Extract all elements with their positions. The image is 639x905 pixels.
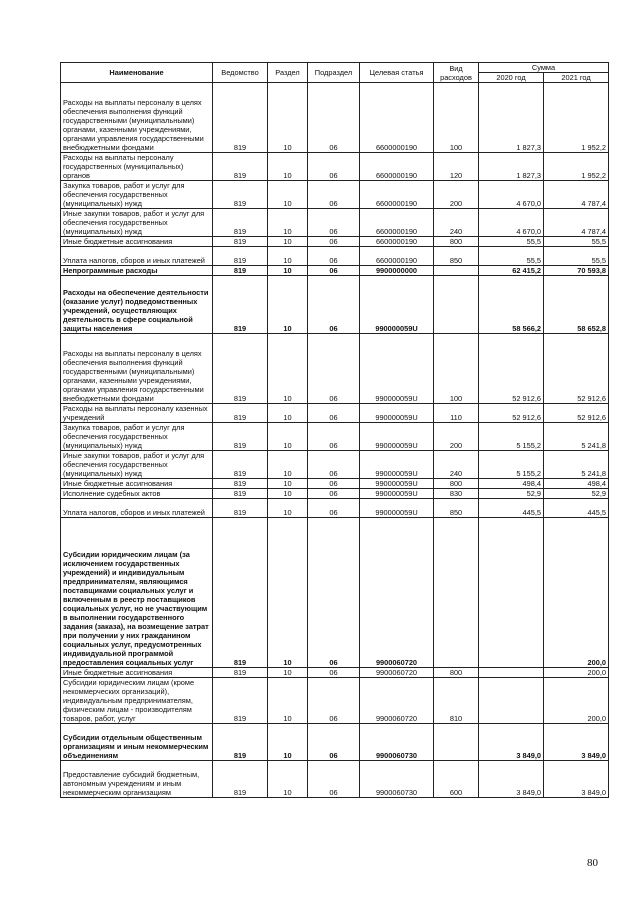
row-target-article: 990000059U (360, 479, 434, 489)
row-section: 10 (268, 724, 308, 761)
table-row (61, 237, 609, 247)
row-subsection: 06 (308, 499, 360, 518)
row-section: 10 (268, 451, 308, 479)
table-header (61, 63, 609, 83)
row-sum-2021: 3 849,0 (544, 761, 609, 798)
row-sum-2021: 1 952,2 (544, 153, 609, 181)
row-name: Субсидии отдельным общественным организациям и иным некоммерческим объединениям (61, 724, 213, 761)
row-expense-type: 120 (434, 153, 479, 181)
row-sum-2020: 1 827,3 (479, 153, 544, 181)
row-section: 10 (268, 479, 308, 489)
row-target-article: 990000059U (360, 276, 434, 334)
row-target-article: 990000059U (360, 334, 434, 404)
row-target-article: 990000059U (360, 451, 434, 479)
row-section: 10 (268, 266, 308, 276)
header-sum: Сумма (479, 63, 609, 73)
row-expense-type (434, 276, 479, 334)
row-expense-type: 600 (434, 761, 479, 798)
table-row (61, 479, 609, 489)
row-sum-2020 (479, 668, 544, 678)
row-sum-2021: 200,0 (544, 678, 609, 724)
row-department: 819 (213, 153, 268, 181)
row-target-article: 9900060730 (360, 724, 434, 761)
row-section: 10 (268, 518, 308, 668)
row-expense-type: 850 (434, 247, 479, 266)
row-sum-2021: 52 912,6 (544, 334, 609, 404)
row-sum-2021: 55,5 (544, 247, 609, 266)
row-expense-type: 200 (434, 423, 479, 451)
row-name: Иные закупки товаров, работ и услуг для обеспечения государственных (муниципальных) нужд (61, 451, 213, 479)
row-department: 819 (213, 237, 268, 247)
row-expense-type: 110 (434, 404, 479, 423)
header-year-2021: 2021 год (544, 73, 609, 83)
table-row (61, 404, 609, 423)
row-sum-2020: 52 912,6 (479, 334, 544, 404)
header-section: Раздел (268, 63, 308, 83)
row-sum-2021: 55,5 (544, 237, 609, 247)
row-sum-2020: 58 566,2 (479, 276, 544, 334)
row-subsection: 06 (308, 724, 360, 761)
table-row (61, 423, 609, 451)
row-subsection: 06 (308, 479, 360, 489)
row-target-article: 9900060730 (360, 761, 434, 798)
table-row (61, 724, 609, 761)
row-sum-2021: 1 952,2 (544, 83, 609, 153)
row-department: 819 (213, 678, 268, 724)
row-target-article: 6600000190 (360, 181, 434, 209)
row-section: 10 (268, 209, 308, 237)
row-name: Непрограммные расходы (61, 266, 213, 276)
row-name: Расходы на выплаты персоналу в целях обеспечения выполнения функций государственными (муниципальными) органами, казенными учреждениями, органами управления государственными внебюджетными фондами (61, 334, 213, 404)
row-sum-2020: 52,9 (479, 489, 544, 499)
row-section: 10 (268, 334, 308, 404)
row-subsection: 06 (308, 181, 360, 209)
table-row (61, 334, 609, 404)
row-sum-2021: 5 241,8 (544, 423, 609, 451)
row-department: 819 (213, 181, 268, 209)
row-name: Иные бюджетные ассигнования (61, 237, 213, 247)
header-expense-type: Вид расходов (434, 63, 479, 83)
row-target-article: 6600000190 (360, 83, 434, 153)
row-sum-2020 (479, 678, 544, 724)
row-section: 10 (268, 489, 308, 499)
row-sum-2021: 200,0 (544, 668, 609, 678)
row-name: Субсидии юридическим лицам (кроме некоммерческих организаций), индивидуальным предпринимателям, физическим лицам - производителям товаров, работ, услуг (61, 678, 213, 724)
row-name: Исполнение судебных актов (61, 489, 213, 499)
row-name: Закупка товаров, работ и услуг для обеспечения государственных (муниципальных) нужд (61, 181, 213, 209)
table-row (61, 266, 609, 276)
row-department: 819 (213, 668, 268, 678)
row-department: 819 (213, 334, 268, 404)
row-section: 10 (268, 276, 308, 334)
row-sum-2020: 62 415,2 (479, 266, 544, 276)
header-subsection: Подраздел (308, 63, 360, 83)
row-name: Иные бюджетные ассигнования (61, 668, 213, 678)
row-name: Закупка товаров, работ и услуг для обеспечения государственных (муниципальных) нужд (61, 423, 213, 451)
header-name: Наименование (61, 63, 213, 83)
row-subsection: 06 (308, 209, 360, 237)
table-row (61, 668, 609, 678)
row-department: 819 (213, 761, 268, 798)
row-expense-type: 800 (434, 479, 479, 489)
row-section: 10 (268, 181, 308, 209)
table-row (61, 489, 609, 499)
row-sum-2020: 5 155,2 (479, 451, 544, 479)
row-subsection: 06 (308, 266, 360, 276)
row-sum-2020: 3 849,0 (479, 761, 544, 798)
row-sum-2021: 498,4 (544, 479, 609, 489)
row-sum-2021: 70 593,8 (544, 266, 609, 276)
row-expense-type (434, 518, 479, 668)
table-row (61, 83, 609, 153)
row-name: Уплата налогов, сборов и иных платежей (61, 247, 213, 266)
table-row (61, 451, 609, 479)
row-department: 819 (213, 247, 268, 266)
row-department: 819 (213, 423, 268, 451)
row-subsection: 06 (308, 153, 360, 181)
row-name: Расходы на выплаты персоналу государственных (муниципальных) органов (61, 153, 213, 181)
row-department: 819 (213, 724, 268, 761)
row-section: 10 (268, 678, 308, 724)
row-department: 819 (213, 489, 268, 499)
table-row (61, 181, 609, 209)
row-sum-2021: 52 912,6 (544, 404, 609, 423)
row-target-article: 990000059U (360, 499, 434, 518)
row-department: 819 (213, 209, 268, 237)
row-department: 819 (213, 266, 268, 276)
row-department: 819 (213, 83, 268, 153)
table-row (61, 276, 609, 334)
row-target-article: 6600000190 (360, 209, 434, 237)
row-sum-2020: 5 155,2 (479, 423, 544, 451)
table-row (61, 247, 609, 266)
row-name: Иные бюджетные ассигнования (61, 479, 213, 489)
row-target-article: 990000059U (360, 423, 434, 451)
header-department: Ведомство (213, 63, 268, 83)
table-row (61, 499, 609, 518)
row-expense-type: 810 (434, 678, 479, 724)
row-target-article: 9900060720 (360, 518, 434, 668)
row-sum-2021: 52,9 (544, 489, 609, 499)
row-section: 10 (268, 404, 308, 423)
row-department: 819 (213, 499, 268, 518)
row-subsection: 06 (308, 334, 360, 404)
row-expense-type: 850 (434, 499, 479, 518)
row-subsection: 06 (308, 423, 360, 451)
row-department: 819 (213, 451, 268, 479)
row-subsection: 06 (308, 83, 360, 153)
row-name: Субсидии юридическим лицам (за исключением государственных учреждений) и индивидуальным предпринимателям, являющимся поставщиками социальных услуг и включенным в реестр поставщиков социальных услуг, но не участвующим в выполнении государственного задания (заказа), на возмещение затрат при получении у них гражданином социальных услуг, предусмотренных индивидуальной программой предоставления социальных услуг (61, 518, 213, 668)
row-expense-type: 100 (434, 83, 479, 153)
row-sum-2021: 200,0 (544, 518, 609, 668)
row-sum-2020: 4 670,0 (479, 209, 544, 237)
row-department: 819 (213, 404, 268, 423)
row-sum-2020 (479, 518, 544, 668)
row-section: 10 (268, 423, 308, 451)
row-section: 10 (268, 499, 308, 518)
table-body (61, 83, 609, 798)
row-name: Иные закупки товаров, работ и услуг для обеспечения государственных (муниципальных) нужд (61, 209, 213, 237)
row-sum-2020: 55,5 (479, 237, 544, 247)
row-sum-2020: 445,5 (479, 499, 544, 518)
row-department: 819 (213, 479, 268, 489)
table-row (61, 153, 609, 181)
budget-table (60, 62, 609, 798)
row-target-article: 6600000190 (360, 153, 434, 181)
row-sum-2021: 5 241,8 (544, 451, 609, 479)
row-section: 10 (268, 668, 308, 678)
row-target-article: 990000059U (360, 404, 434, 423)
row-target-article: 9900000000 (360, 266, 434, 276)
row-subsection: 06 (308, 404, 360, 423)
row-sum-2020: 4 670,0 (479, 181, 544, 209)
row-sum-2021: 4 787,4 (544, 209, 609, 237)
header-year-2020: 2020 год (479, 73, 544, 83)
row-expense-type: 100 (434, 334, 479, 404)
row-target-article: 990000059U (360, 489, 434, 499)
row-expense-type (434, 724, 479, 761)
row-sum-2020: 3 849,0 (479, 724, 544, 761)
row-sum-2021: 445,5 (544, 499, 609, 518)
row-subsection: 06 (308, 761, 360, 798)
row-expense-type: 240 (434, 451, 479, 479)
row-target-article: 6600000190 (360, 237, 434, 247)
row-subsection: 06 (308, 678, 360, 724)
row-section: 10 (268, 83, 308, 153)
row-target-article: 6600000190 (360, 247, 434, 266)
row-sum-2021: 58 652,8 (544, 276, 609, 334)
row-sum-2020: 498,4 (479, 479, 544, 489)
table-row (61, 518, 609, 668)
row-sum-2020: 55,5 (479, 247, 544, 266)
row-subsection: 06 (308, 518, 360, 668)
row-sum-2020: 52 912,6 (479, 404, 544, 423)
row-name: Расходы на выплаты персоналу казенных учреждений (61, 404, 213, 423)
row-expense-type (434, 266, 479, 276)
row-sum-2020: 1 827,3 (479, 83, 544, 153)
table-row (61, 761, 609, 798)
row-sum-2021: 3 849,0 (544, 724, 609, 761)
table-row (61, 209, 609, 237)
row-name: Расходы на выплаты персоналу в целях обеспечения выполнения функций государственными (муниципальными) органами, казенными учреждениями, органами управления государственными внебюджетными фондами (61, 83, 213, 153)
row-department: 819 (213, 276, 268, 334)
table-row (61, 678, 609, 724)
row-subsection: 06 (308, 247, 360, 266)
row-section: 10 (268, 761, 308, 798)
row-sum-2021: 4 787,4 (544, 181, 609, 209)
row-expense-type: 240 (434, 209, 479, 237)
row-subsection: 06 (308, 668, 360, 678)
row-expense-type: 200 (434, 181, 479, 209)
row-expense-type: 800 (434, 668, 479, 678)
row-subsection: 06 (308, 489, 360, 499)
row-name: Уплата налогов, сборов и иных платежей (61, 499, 213, 518)
row-name: Предоставление субсидий бюджетным, автономным учреждениям и иным некоммерческим организациям (61, 761, 213, 798)
row-name: Расходы на обеспечение деятельности (оказание услуг) подведомственных учреждений, осуществляющих деятельность в сфере социальной защиты населения (61, 276, 213, 334)
row-section: 10 (268, 237, 308, 247)
row-subsection: 06 (308, 276, 360, 334)
row-target-article: 9900060720 (360, 668, 434, 678)
row-subsection: 06 (308, 237, 360, 247)
row-target-article: 9900060720 (360, 678, 434, 724)
page-number: 80 (587, 857, 598, 869)
row-expense-type: 830 (434, 489, 479, 499)
row-section: 10 (268, 247, 308, 266)
row-section: 10 (268, 153, 308, 181)
row-expense-type: 800 (434, 237, 479, 247)
header-target-article: Целевая статья (360, 63, 434, 83)
row-subsection: 06 (308, 451, 360, 479)
row-department: 819 (213, 518, 268, 668)
